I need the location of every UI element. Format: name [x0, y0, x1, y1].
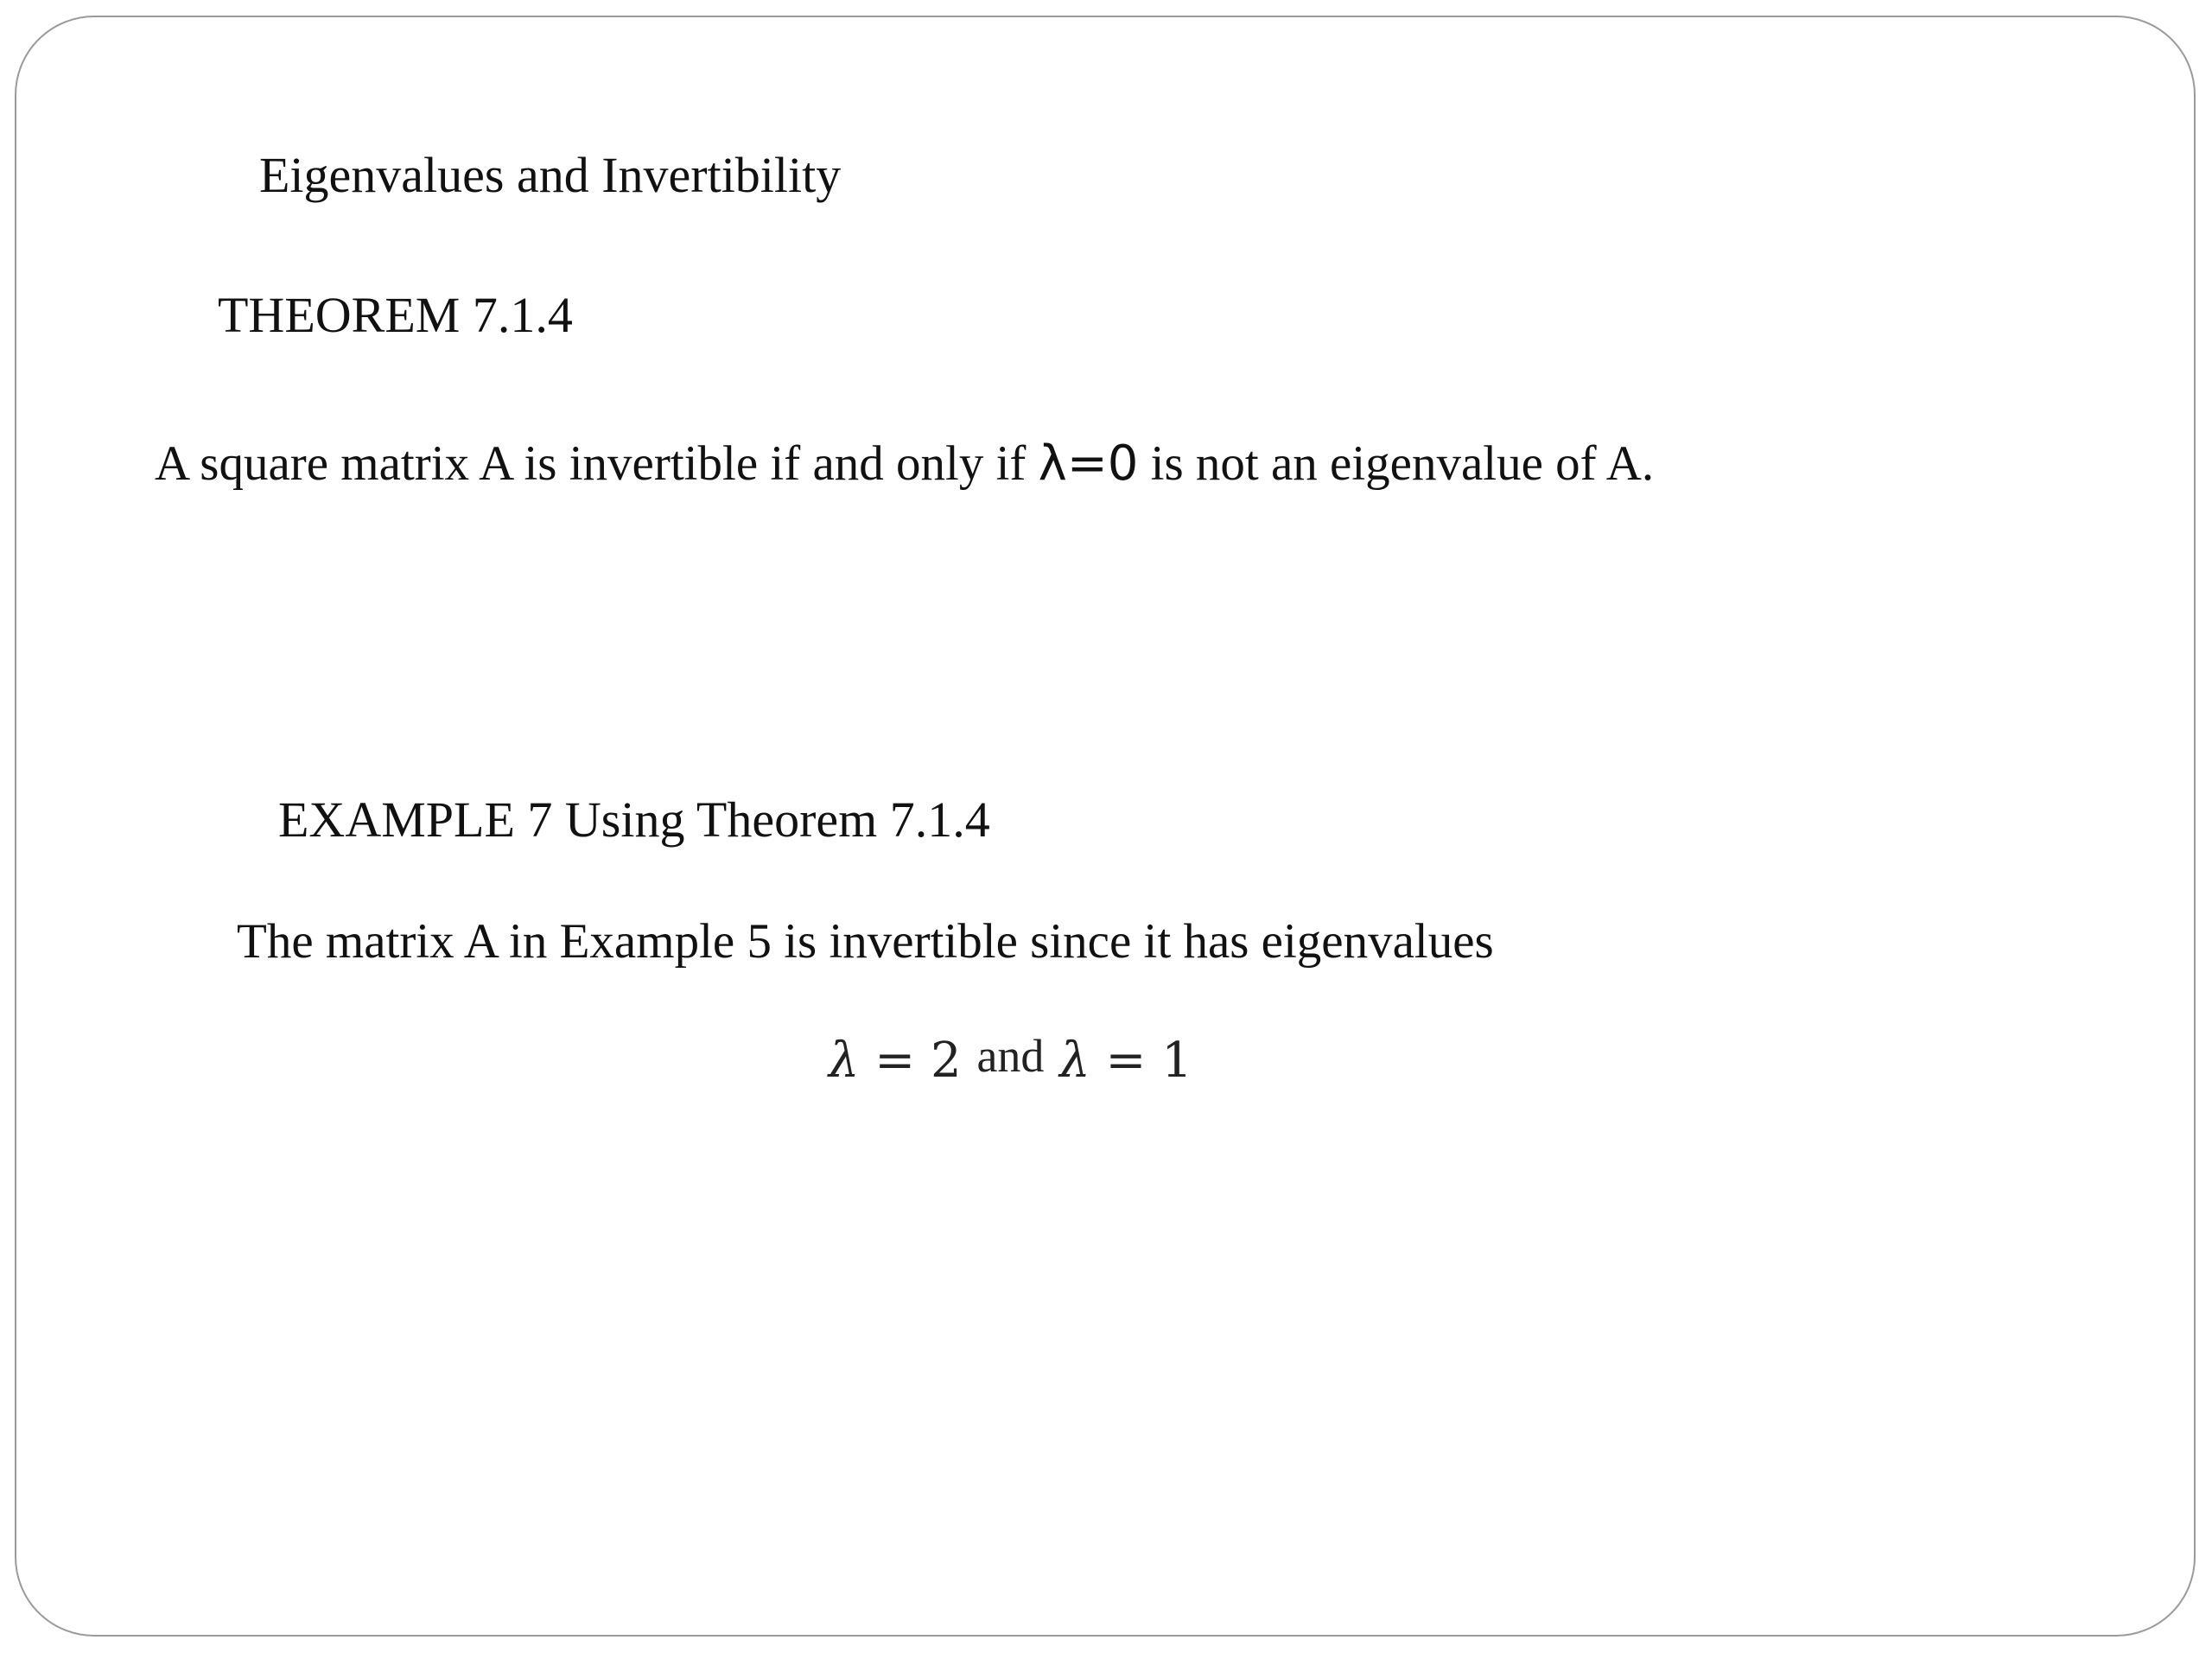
- eigenvalue-second: = 1: [1090, 1033, 1192, 1089]
- lambda-zero-expression: λ=0: [1038, 435, 1139, 492]
- slide-title: Eigenvalues and Invertibility: [259, 147, 842, 203]
- example-label: EXAMPLE 7 Using Theorem 7.1.4: [278, 791, 990, 848]
- theorem-statement-before: A square matrix A is invertible if and only if: [155, 436, 1039, 491]
- lambda-symbol-second: λ: [1059, 1033, 1090, 1089]
- equation-conjunction: and: [976, 1030, 1045, 1082]
- eigenvalue-equation: [829, 1030, 1192, 1089]
- lambda-symbol-first: λ: [829, 1033, 860, 1089]
- theorem-label: THEOREM 7.1.4: [218, 287, 573, 343]
- slide-frame: [15, 16, 2196, 1637]
- theorem-statement: [155, 435, 1655, 492]
- eigenvalue-first: = 2: [859, 1033, 977, 1089]
- theorem-statement-after: is not an eigenvalue of A.: [1138, 436, 1655, 491]
- example-body: The matrix A in Example 5 is invertible since it has eigenvalues: [237, 914, 1494, 969]
